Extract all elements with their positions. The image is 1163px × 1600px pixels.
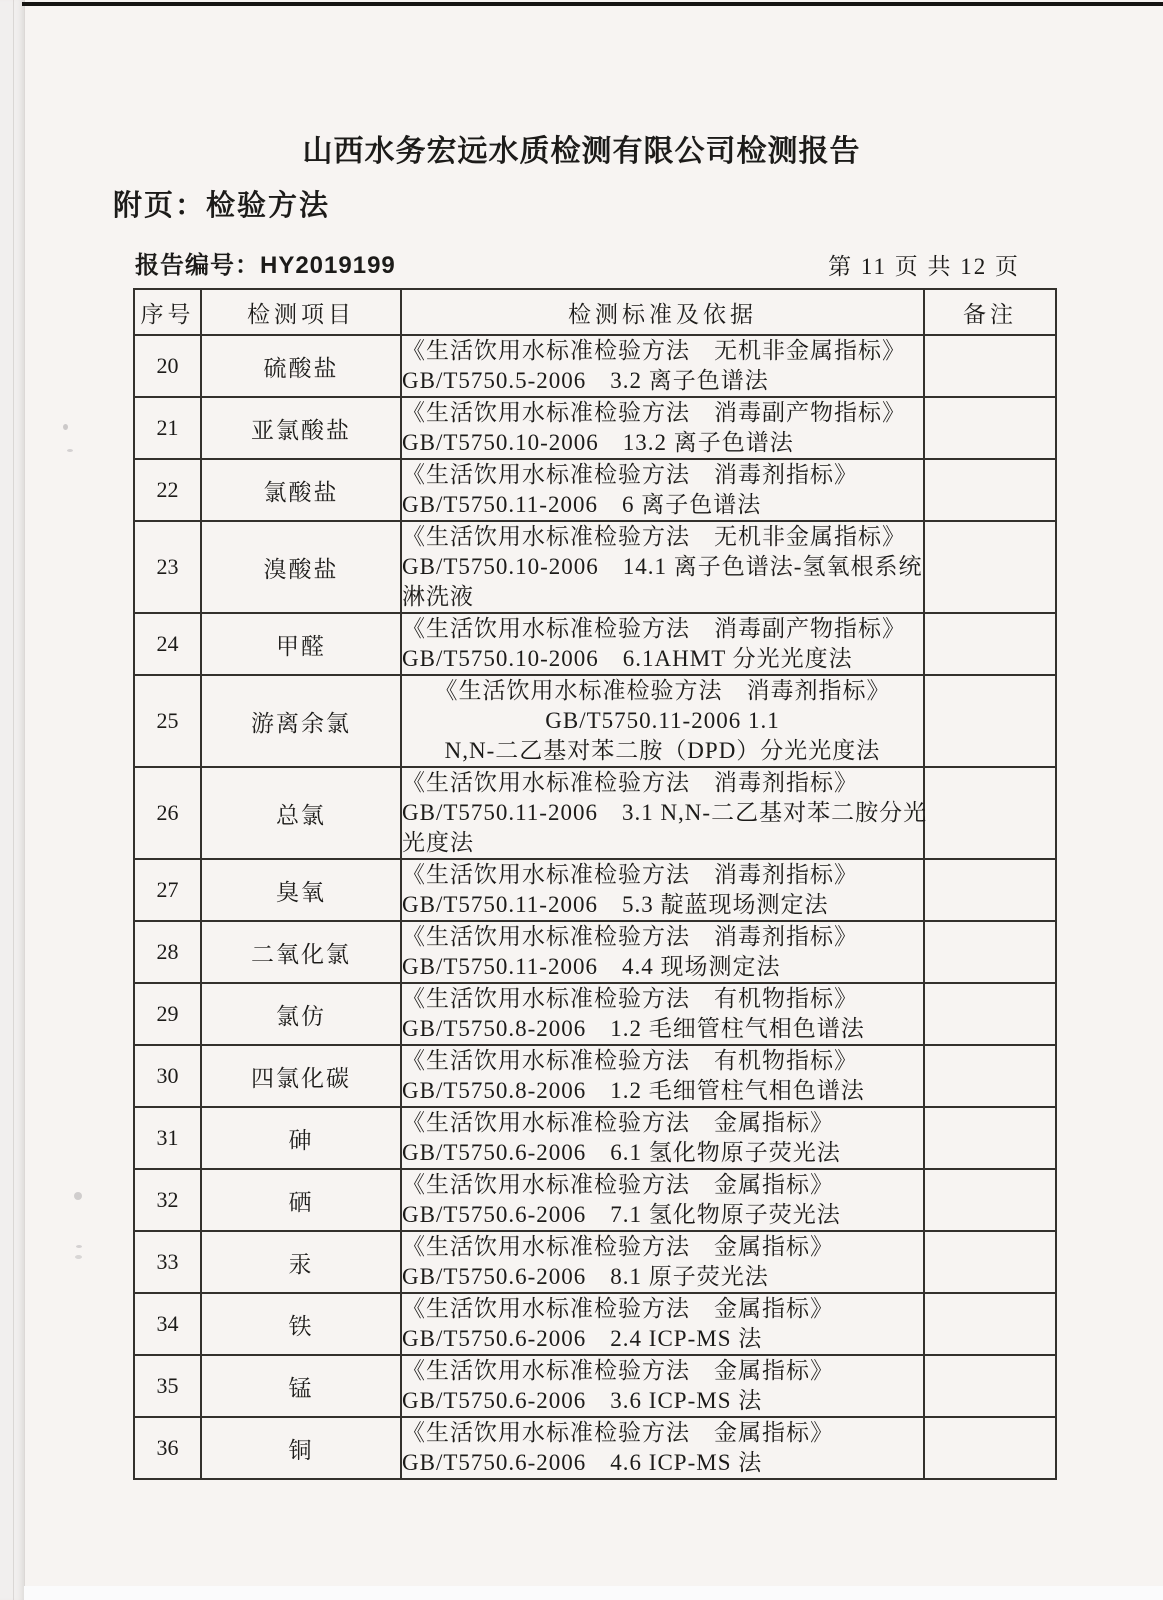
row-standard-method [401, 921, 924, 983]
standard-method-line: GB/T5750.11-2006 4.4 现场测定法 [402, 954, 781, 979]
row-standard-method [401, 1417, 924, 1479]
standard-method-line: 《生活饮用水标准检验方法 无机非金属指标》 [402, 524, 906, 549]
row-standard-method [401, 459, 924, 521]
standard-method-line: 《生活饮用水标准检验方法 消毒剂指标》 [402, 462, 858, 487]
row-sequence-number: 23 [134, 521, 201, 613]
row-sequence-number: 24 [134, 613, 201, 675]
scan-speck [67, 449, 73, 452]
row-remark [924, 859, 1056, 921]
scan-speck [74, 1192, 82, 1200]
row-standard-method [401, 983, 924, 1045]
row-standard-method [401, 521, 924, 613]
row-remark [924, 983, 1056, 1045]
row-standard-method [401, 613, 924, 675]
standard-method-line: 《生活饮用水标准检验方法 消毒剂指标》 [434, 678, 891, 703]
row-test-item: 游离余氯 [201, 675, 401, 767]
row-sequence-number: 25 [134, 675, 201, 767]
row-sequence-number: 29 [134, 983, 201, 1045]
row-remark [924, 921, 1056, 983]
standard-method-line: GB/T5750.11-2006 1.1 [545, 708, 780, 733]
row-test-item: 铜 [201, 1417, 401, 1479]
standard-method-line: 《生活饮用水标准检验方法 金属指标》 [402, 1234, 834, 1259]
row-standard-method [401, 1293, 924, 1355]
standard-method-line: 《生活饮用水标准检验方法 消毒副产物指标》 [402, 616, 906, 641]
row-remark [924, 675, 1056, 767]
test-methods-table [133, 288, 1057, 1480]
row-remark [924, 613, 1056, 675]
row-test-item: 二氧化氯 [201, 921, 401, 983]
row-test-item: 甲醛 [201, 613, 401, 675]
row-sequence-number: 20 [134, 335, 201, 397]
row-sequence-number: 28 [134, 921, 201, 983]
row-sequence-number: 33 [134, 1231, 201, 1293]
row-remark [924, 767, 1056, 859]
row-remark [924, 1169, 1056, 1231]
standard-method-line: N,N-二乙基对苯二胺（DPD）分光光度法 [444, 738, 881, 763]
col-header-item: 检测项目 [201, 289, 401, 335]
row-test-item: 氯仿 [201, 983, 401, 1045]
row-test-item: 砷 [201, 1107, 401, 1169]
row-sequence-number: 31 [134, 1107, 201, 1169]
standard-method-line: GB/T5750.10-2006 6.1AHMT 分光光度法 [402, 646, 853, 671]
row-test-item: 氯酸盐 [201, 459, 401, 521]
row-test-item: 汞 [201, 1231, 401, 1293]
standard-method-line: 《生活饮用水标准检验方法 消毒剂指标》 [402, 862, 858, 887]
row-remark [924, 459, 1056, 521]
standard-method-line: 《生活饮用水标准检验方法 金属指标》 [402, 1420, 834, 1445]
standard-method-line: GB/T5750.11-2006 3.1 N,N-二乙基对苯二胺分光 [402, 800, 928, 825]
row-standard-method [401, 859, 924, 921]
standard-method-line: 《生活饮用水标准检验方法 金属指标》 [402, 1110, 834, 1135]
paper-edge-line [13, 0, 14, 1600]
standard-method-line: GB/T5750.6-2006 3.6 ICP-MS 法 [402, 1388, 763, 1413]
standard-method-line: GB/T5750.6-2006 7.1 氢化物原子荧光法 [402, 1202, 841, 1227]
table-row [134, 1045, 1056, 1107]
row-standard-method [401, 1231, 924, 1293]
standard-method-line: GB/T5750.10-2006 14.1 离子色谱法-氢氧根系统 [402, 554, 923, 579]
row-sequence-number: 26 [134, 767, 201, 859]
table-row [134, 1293, 1056, 1355]
row-sequence-number: 21 [134, 397, 201, 459]
table-row [134, 675, 1056, 767]
row-test-item: 总氯 [201, 767, 401, 859]
row-remark [924, 1293, 1056, 1355]
scan-speck [76, 1245, 82, 1248]
standard-method-line: 《生活饮用水标准检验方法 消毒剂指标》 [402, 924, 858, 949]
row-remark [924, 1417, 1056, 1479]
row-standard-method [401, 397, 924, 459]
table-row [134, 521, 1056, 613]
scan-top-edge [22, 2, 1163, 6]
page-number-info: 第 11 页 共 12 页 [828, 254, 1020, 279]
table-row [134, 1107, 1056, 1169]
standard-method-line: 《生活饮用水标准检验方法 消毒剂指标》 [402, 770, 858, 795]
table-row [134, 1169, 1056, 1231]
row-remark [924, 521, 1056, 613]
scan-left-edge [0, 0, 25, 1600]
table-row [134, 459, 1056, 521]
standard-method-line: GB/T5750.6-2006 2.4 ICP-MS 法 [402, 1326, 763, 1351]
appendix-title: 附页：检验方法 [113, 190, 331, 222]
table-row [134, 921, 1056, 983]
row-standard-method [401, 767, 928, 859]
scan-speck [63, 424, 68, 430]
standard-method-line: GB/T5750.8-2006 1.2 毛细管柱气相色谱法 [402, 1016, 865, 1041]
standard-method-line: GB/T5750.11-2006 5.3 靛蓝现场测定法 [402, 892, 829, 917]
table-row [134, 767, 1056, 859]
row-standard-method [401, 335, 924, 397]
row-sequence-number: 30 [134, 1045, 201, 1107]
report-number: 报告编号：HY2019199 [135, 252, 396, 279]
row-sequence-number: 36 [134, 1417, 201, 1479]
standard-method-line: 《生活饮用水标准检验方法 金属指标》 [402, 1358, 834, 1383]
col-header-standard: 检测标准及依据 [401, 289, 924, 335]
row-standard-method [401, 1169, 924, 1231]
standard-method-line: 《生活饮用水标准检验方法 有机物指标》 [402, 986, 858, 1011]
row-test-item: 溴酸盐 [201, 521, 401, 613]
standard-method-line: 《生活饮用水标准检验方法 有机物指标》 [402, 1048, 858, 1073]
row-remark [924, 1355, 1056, 1417]
row-sequence-number: 35 [134, 1355, 201, 1417]
row-remark [924, 1231, 1056, 1293]
table-row [134, 397, 1056, 459]
row-standard-method [401, 1107, 924, 1169]
standard-method-line: GB/T5750.6-2006 4.6 ICP-MS 法 [402, 1450, 763, 1475]
row-standard-method [401, 675, 924, 767]
row-standard-method [401, 1045, 924, 1107]
row-remark [924, 1045, 1056, 1107]
standard-method-line: 淋洗液 [402, 584, 474, 609]
table-row [134, 983, 1056, 1045]
row-test-item: 亚氯酸盐 [201, 397, 401, 459]
standard-method-line: 《生活饮用水标准检验方法 无机非金属指标》 [402, 338, 906, 363]
row-standard-method [401, 1355, 924, 1417]
row-sequence-number: 34 [134, 1293, 201, 1355]
table-row [134, 1417, 1056, 1479]
table-row [134, 1231, 1056, 1293]
scan-speck [75, 1255, 82, 1259]
row-test-item: 铁 [201, 1293, 401, 1355]
table-row [134, 335, 1056, 397]
row-remark [924, 335, 1056, 397]
col-header-no: 序号 [134, 289, 201, 335]
standard-method-line: 光度法 [402, 830, 474, 855]
standard-method-line: GB/T5750.5-2006 3.2 离子色谱法 [402, 368, 769, 393]
row-test-item: 硒 [201, 1169, 401, 1231]
standard-method-line: 《生活饮用水标准检验方法 金属指标》 [402, 1172, 834, 1197]
standard-method-line: 《生活饮用水标准检验方法 消毒副产物指标》 [402, 400, 906, 425]
standard-method-line: 《生活饮用水标准检验方法 金属指标》 [402, 1296, 834, 1321]
table-row [134, 613, 1056, 675]
company-report-title: 山西水务宏远水质检测有限公司检测报告 [302, 135, 861, 168]
row-sequence-number: 32 [134, 1169, 201, 1231]
methods-table-body [134, 335, 1056, 1479]
row-test-item: 锰 [201, 1355, 401, 1417]
row-test-item: 四氯化碳 [201, 1045, 401, 1107]
table-header-row [134, 289, 1056, 335]
row-sequence-number: 22 [134, 459, 201, 521]
row-test-item: 臭氧 [201, 859, 401, 921]
scan-bottom-edge [24, 1586, 1163, 1600]
standard-method-line: GB/T5750.8-2006 1.2 毛细管柱气相色谱法 [402, 1078, 865, 1103]
col-header-remark: 备注 [924, 289, 1056, 335]
standard-method-line: GB/T5750.6-2006 8.1 原子荧光法 [402, 1264, 769, 1289]
standard-method-line: GB/T5750.10-2006 13.2 离子色谱法 [402, 430, 794, 455]
standard-method-line: GB/T5750.11-2006 6 离子色谱法 [402, 492, 762, 517]
row-remark [924, 1107, 1056, 1169]
standard-method-line: GB/T5750.6-2006 6.1 氢化物原子荧光法 [402, 1140, 841, 1165]
table-row [134, 859, 1056, 921]
row-remark [924, 397, 1056, 459]
row-test-item: 硫酸盐 [201, 335, 401, 397]
table-row [134, 1355, 1056, 1417]
row-sequence-number: 27 [134, 859, 201, 921]
